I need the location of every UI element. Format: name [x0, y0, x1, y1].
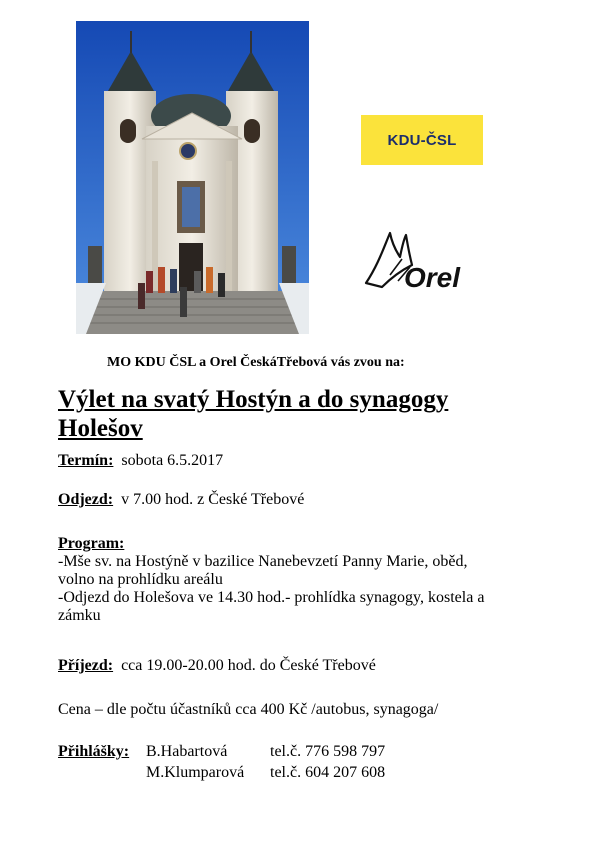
termin-value: sobota 6.5.2017 — [121, 452, 224, 469]
prihlasky-label: Přihlášky: — [58, 743, 130, 760]
program-line: -Odjezd do Holešova ve 14.30 hod.- prohlídka synagogy, kostela a — [58, 589, 485, 606]
price-line: Cena – dle počtu účastníků cca 400 Kč /autobus, synagoga/ — [58, 701, 439, 718]
kdu-csl-logo — [361, 115, 483, 165]
termin-label: Termín: — [58, 452, 114, 469]
program-line: zámku — [58, 607, 101, 624]
program-line: volno na prohlídku areálu — [58, 571, 223, 588]
kdu-csl-logo-text: KDU-ČSL — [387, 131, 457, 149]
contact-phone: tel.č. 604 207 608 — [270, 764, 386, 781]
odjezd-row — [58, 491, 304, 509]
basilica-illustration — [76, 21, 309, 334]
contact-row — [58, 762, 385, 783]
orel-logo-text: Orel — [404, 262, 461, 293]
prijezd-label: Příjezd: — [58, 657, 114, 674]
orel-logo — [360, 225, 485, 295]
registration-contacts — [58, 741, 385, 783]
contact-name: B.Habartová — [146, 743, 228, 760]
program-label: Program: — [58, 535, 125, 552]
prijezd-value: cca 19.00-20.00 hod. do České Třebové — [121, 657, 376, 674]
orel-eagle-icon — [360, 225, 485, 295]
event-title: Výlet na svatý Hostýn a do synagogy Holešov — [58, 386, 449, 442]
program-section — [58, 535, 484, 625]
program-line: -Mše sv. na Hostýně v bazilice Nanebevzetí Panny Marie, oběd, — [58, 553, 468, 570]
prijezd-row — [58, 657, 376, 675]
contact-phone: tel.č. 776 598 797 — [270, 743, 386, 760]
church-photo — [76, 21, 309, 334]
contact-row — [58, 741, 385, 762]
contact-name: M.Klumparová — [146, 764, 245, 781]
odjezd-label: Odjezd: — [58, 491, 114, 508]
invitation-line: MO KDU ČSL a Orel ČeskáTřebová vás zvou na: — [107, 355, 405, 370]
odjezd-value: v 7.00 hod. z České Třebové — [121, 491, 305, 508]
termin-row — [58, 452, 223, 470]
